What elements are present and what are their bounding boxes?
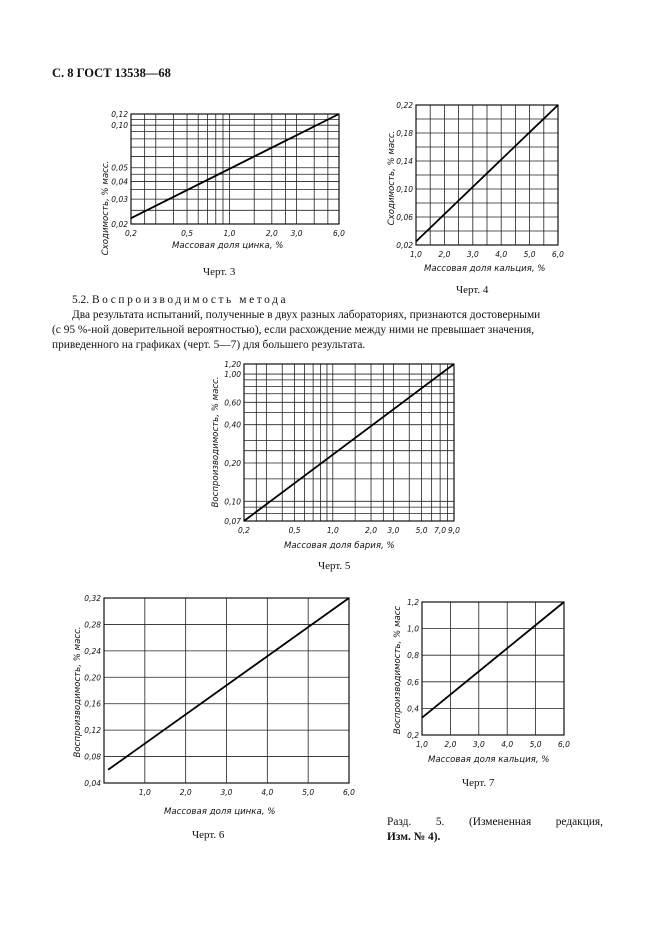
series-line bbox=[244, 364, 454, 521]
y-tick-label: 0,18 bbox=[396, 129, 413, 138]
y-tick-label: 0,12 bbox=[84, 726, 101, 736]
x-tick-label: 0,2 bbox=[125, 229, 137, 238]
x-tick-label: 5,0 bbox=[415, 526, 428, 535]
x-tick-label: 2,0 bbox=[265, 229, 278, 238]
y-tick-label: 0,32 bbox=[84, 594, 101, 603]
caption-chart-7: Черт. 7 bbox=[462, 777, 495, 789]
y-axis-label: Сходимость, % масс. bbox=[387, 130, 397, 226]
x-tick-label: 5,0 bbox=[523, 250, 536, 259]
x-axis-label: Массовая доля цинка, % bbox=[164, 807, 276, 817]
x-tick-label: 7,0 bbox=[434, 526, 447, 535]
section-heading-text: Воспроизводимость метода bbox=[91, 294, 289, 306]
y-tick-label: 0,08 bbox=[84, 752, 101, 762]
x-tick-label: 3,0 bbox=[387, 526, 400, 535]
y-tick-label: 0,4 bbox=[407, 704, 419, 714]
y-tick-label: 0,06 bbox=[396, 213, 413, 222]
chart-4 bbox=[378, 100, 578, 280]
note-line-2: Изм. № 4). bbox=[387, 831, 441, 843]
y-tick-label: 0,14 bbox=[396, 157, 413, 166]
x-tick-label: 3,0 bbox=[290, 229, 303, 238]
x-tick-label: 0,5 bbox=[181, 229, 194, 238]
x-tick-label: 1,0 bbox=[326, 526, 339, 535]
caption-chart-6: Черт. 6 bbox=[192, 829, 225, 841]
page-header: С. 8 ГОСТ 13538—68 bbox=[52, 66, 171, 80]
x-tick-label: 2,0 bbox=[365, 526, 377, 535]
y-axis-label: Воспроизводимость, % масс. bbox=[73, 626, 83, 758]
y-tick-label: 0,10 bbox=[224, 497, 241, 507]
y-tick-label: 1,0 bbox=[407, 624, 419, 634]
x-tick-label: 3,0 bbox=[472, 740, 485, 749]
x-tick-label: 6,0 bbox=[333, 229, 345, 238]
y-tick-label: 0,02 bbox=[111, 220, 128, 229]
y-axis-label: Воспроизводимость, % масс bbox=[393, 605, 403, 735]
y-tick-label: 1,00 bbox=[224, 370, 241, 380]
y-tick-label: 0,40 bbox=[224, 420, 241, 430]
y-tick-label: 1,20 bbox=[224, 360, 241, 369]
x-tick-label: 4,0 bbox=[501, 740, 514, 749]
series-line bbox=[131, 114, 339, 218]
y-tick-label: 0,02 bbox=[396, 241, 413, 250]
x-axis-label: Массовая доля кальция, % bbox=[428, 755, 550, 765]
y-axis-label: Сходимость, % масс. bbox=[101, 160, 111, 256]
y-tick-label: 0,04 bbox=[84, 779, 101, 788]
x-tick-label: 0,2 bbox=[238, 526, 250, 535]
section-number: 5.2. bbox=[72, 294, 90, 306]
caption-chart-3: Черт. 3 bbox=[203, 266, 236, 278]
y-tick-label: 0,6 bbox=[407, 677, 419, 687]
x-tick-label: 2,0 bbox=[179, 788, 192, 797]
chart-5 bbox=[200, 358, 480, 558]
y-tick-label: 0,10 bbox=[111, 121, 128, 131]
x-tick-label: 3,0 bbox=[220, 788, 233, 797]
section-heading bbox=[72, 293, 628, 308]
chart-3 bbox=[96, 108, 356, 258]
x-tick-label: 6,0 bbox=[552, 250, 564, 259]
x-tick-label: 3,0 bbox=[466, 250, 479, 259]
chart-7 bbox=[384, 596, 584, 776]
y-tick-label: 1,2 bbox=[407, 598, 419, 607]
series-line bbox=[108, 598, 349, 770]
y-tick-label: 0,03 bbox=[111, 195, 128, 205]
x-tick-label: 6,0 bbox=[558, 740, 570, 749]
series-line bbox=[422, 602, 564, 718]
x-axis-label: Массовая доля цинка, % bbox=[172, 241, 284, 251]
y-tick-label: 0,24 bbox=[84, 646, 101, 656]
y-tick-label: 0,10 bbox=[396, 185, 413, 194]
y-tick-label: 0,05 bbox=[111, 163, 128, 173]
caption-chart-4: Черт. 4 bbox=[456, 284, 489, 296]
y-tick-label: 0,20 bbox=[84, 673, 101, 683]
plot-frame bbox=[422, 602, 564, 735]
y-tick-label: 0,2 bbox=[407, 731, 419, 740]
chart-6 bbox=[58, 592, 358, 822]
y-tick-label: 0,28 bbox=[84, 620, 101, 630]
x-tick-label: 1,0 bbox=[416, 740, 428, 749]
x-tick-label: 5,0 bbox=[529, 740, 542, 749]
x-axis-label: Массовая доля кальция, % bbox=[424, 264, 546, 274]
x-tick-label: 4,0 bbox=[261, 788, 274, 797]
x-tick-label: 0,5 bbox=[288, 526, 301, 535]
y-tick-label: 0,22 bbox=[396, 101, 413, 110]
x-tick-label: 6,0 bbox=[343, 788, 355, 797]
section-line-1: Два результата испытаний, полученные в двух разных лабораториях, признаются достоверными bbox=[72, 309, 541, 321]
y-tick-label: 0,12 bbox=[111, 110, 128, 119]
y-axis-label: Воспроизводимость, % масс. bbox=[211, 376, 221, 508]
note-line-1: Разд. 5. (Измененная редакция, bbox=[387, 816, 603, 828]
y-tick-label: 0,07 bbox=[224, 517, 241, 526]
y-tick-label: 0,8 bbox=[407, 651, 419, 661]
x-tick-label: 2,0 bbox=[444, 740, 457, 749]
section-line-3: приведенного на графиках (черт. 5—7) для большего результата. bbox=[52, 339, 366, 351]
x-axis-label: Массовая доля бария, % bbox=[284, 541, 395, 551]
x-tick-label: 1,0 bbox=[223, 229, 236, 238]
section-line-2: (с 95 %-ной доверительной вероятностью), если расхождение между ними не превышает значения, bbox=[52, 324, 535, 336]
x-tick-label: 1,0 bbox=[410, 250, 422, 259]
x-tick-label: 1,0 bbox=[138, 788, 151, 797]
y-tick-label: 0,04 bbox=[111, 177, 128, 187]
x-tick-label: 2,0 bbox=[438, 250, 451, 259]
x-tick-label: 5,0 bbox=[302, 788, 315, 797]
y-tick-label: 0,60 bbox=[224, 398, 241, 408]
caption-chart-5: Черт. 5 bbox=[318, 560, 351, 572]
y-tick-label: 0,16 bbox=[84, 699, 101, 709]
x-tick-label: 4,0 bbox=[495, 250, 508, 259]
y-tick-label: 0,20 bbox=[224, 458, 241, 468]
x-tick-label: 9,0 bbox=[448, 526, 460, 535]
